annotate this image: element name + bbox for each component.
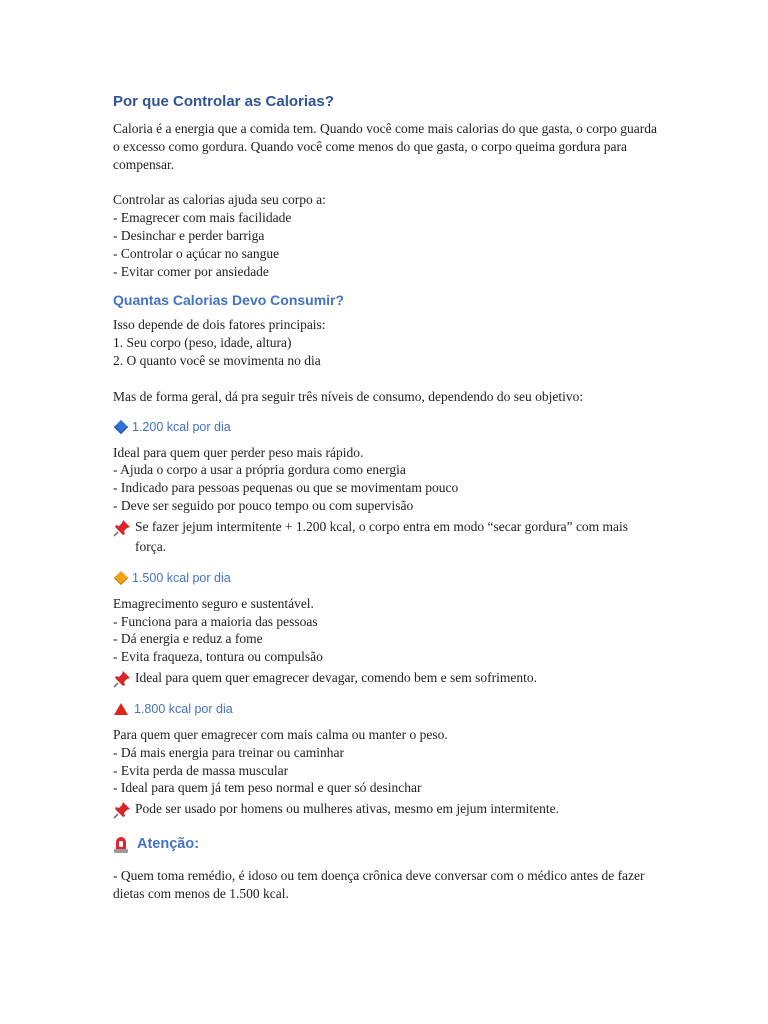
level-title: 1.200 kcal por dia bbox=[132, 419, 231, 434]
pushpin-icon bbox=[113, 519, 131, 537]
level-line: - Funciona para a maioria das pessoas bbox=[113, 613, 318, 629]
intro-paragraph: Caloria é a energia que a comida tem. Quando você come mais calorias do que gasta, o corpo guarda o excesso como gordura. Quando você come menos do que gasta, o corpo queima gordura para compensar. bbox=[113, 121, 658, 172]
level-line: - Evita fraqueza, tontura ou compulsão bbox=[113, 649, 323, 665]
benefit-item: - Desinchar e perder barriga bbox=[113, 227, 265, 243]
pushpin-icon bbox=[113, 801, 131, 819]
level-line: Emagrecimento seguro e sustentável. bbox=[113, 595, 314, 611]
section-line: Isso depende de dois fatores principais: bbox=[113, 317, 326, 333]
level-heading-1200 bbox=[113, 418, 658, 436]
level-note: Se fazer jejum intermitente + 1.200 kcal, o corpo entra em modo “secar gordura” com mais força. bbox=[113, 517, 658, 557]
level-line: Ideal para quem quer perder peso mais rápido. bbox=[113, 444, 364, 460]
level-note: Ideal para quem quer emagrecer devagar, comendo bem e sem sofrimento. bbox=[113, 668, 658, 688]
document-content bbox=[113, 92, 658, 903]
siren-icon bbox=[113, 835, 129, 853]
attention-heading: Atenção: bbox=[113, 833, 658, 855]
benefits-lead: Controlar as calorias ajuda seu corpo a: bbox=[113, 192, 326, 208]
level-heading-1800 bbox=[113, 700, 658, 718]
level-title: 1.800 kcal por dia bbox=[134, 701, 233, 716]
level-note: Pode ser usado por homens ou mulheres ativas, mesmo em jejum intermitente. bbox=[113, 799, 658, 819]
benefit-item: - Controlar o açúcar no sangue bbox=[113, 245, 280, 261]
benefit-item: - Evitar comer por ansiedade bbox=[113, 263, 269, 279]
red-triangle-icon bbox=[114, 703, 128, 715]
level-line: - Dá energia e reduz a fome bbox=[113, 631, 263, 647]
level-title: 1.500 kcal por dia bbox=[132, 570, 231, 585]
section-heading-calories: Quantas Calorias Devo Consumir? bbox=[113, 292, 345, 309]
benefit-item: - Emagrecer com mais facilidade bbox=[113, 210, 292, 226]
attention-text: - Quem toma remédio, é idoso ou tem doença crônica deve conversar com o médico antes de fazer dietas com menos de 1.500 kcal. bbox=[113, 868, 645, 901]
page-title: Por que Controlar as Calorias? bbox=[113, 93, 334, 110]
pushpin-icon bbox=[113, 670, 131, 688]
blue-diamond-icon bbox=[114, 419, 128, 433]
level-line: - Indicado para pessoas pequenas ou que se movimentam pouco bbox=[113, 480, 459, 496]
level-line: - Ideal para quem já tem peso normal e quer só desinchar bbox=[113, 780, 422, 796]
section-summary: Mas de forma geral, dá pra seguir três níveis de consumo, dependendo do seu objetivo: bbox=[113, 388, 584, 404]
level-line: - Evita perda de massa muscular bbox=[113, 762, 289, 778]
orange-diamond-icon bbox=[114, 571, 128, 585]
level-line: - Dá mais energia para treinar ou caminhar bbox=[113, 744, 345, 760]
level-line: Para quem quer emagrecer com mais calma ou manter o peso. bbox=[113, 726, 448, 742]
level-line: - Deve ser seguido por pouco tempo ou com supervisão bbox=[113, 497, 414, 513]
section-line: 1. Seu corpo (peso, idade, altura) bbox=[113, 335, 292, 351]
section-line: 2. O quanto você se movimenta no dia bbox=[113, 352, 321, 368]
level-line: - Ajuda o corpo a usar a própria gordura como energia bbox=[113, 462, 406, 478]
level-heading-1500 bbox=[113, 569, 658, 587]
